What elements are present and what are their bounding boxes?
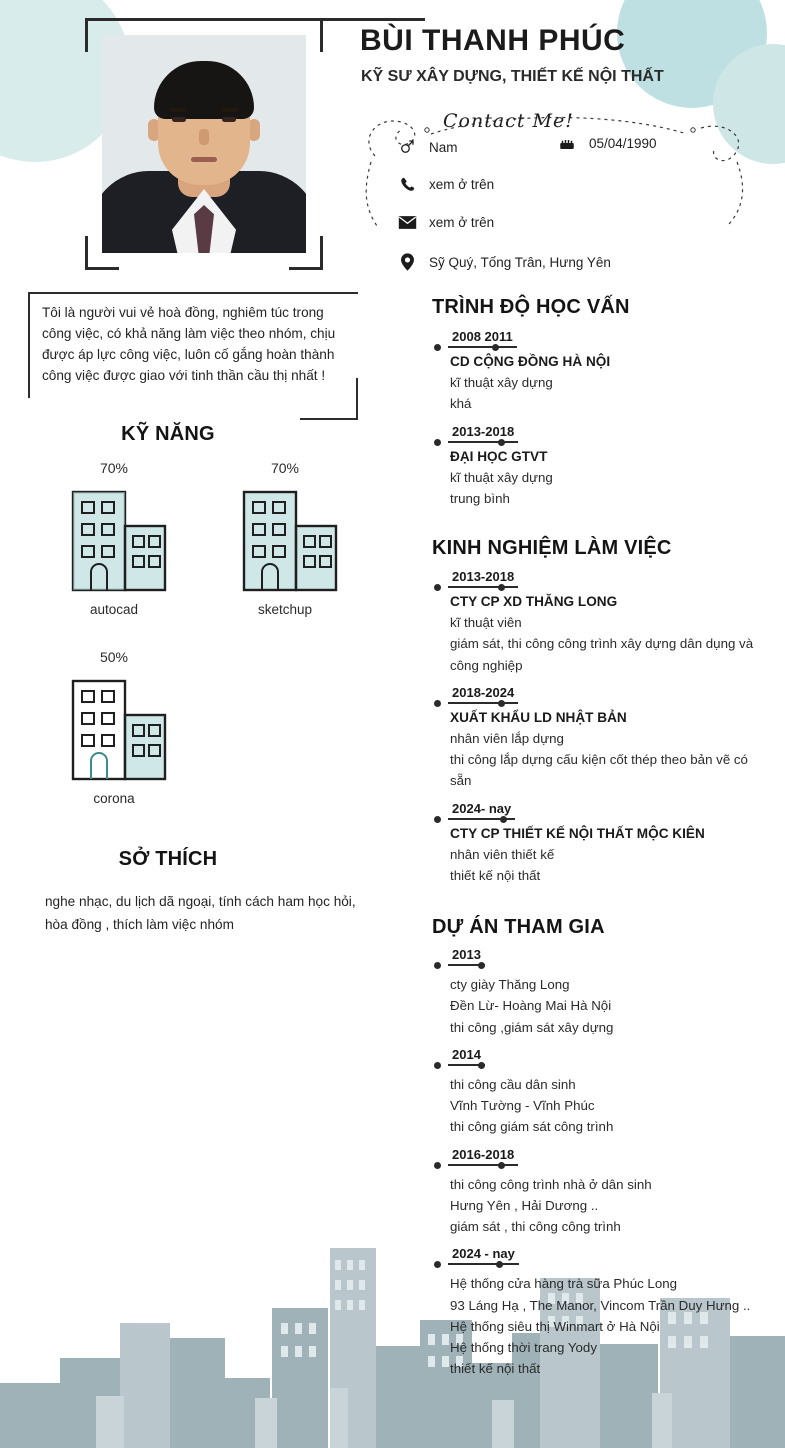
timeline-item (432, 1146, 772, 1238)
timeline-year: 2013-2018 (448, 569, 518, 588)
timeline-line: Hệ thống siêu thị Winmart ở Hà Nội (450, 1318, 660, 1334)
education-timeline (432, 328, 772, 509)
contact-value-phone: xem ở trên (429, 177, 495, 192)
timeline-item (432, 1046, 772, 1138)
timeline-year: 2013-2018 (448, 424, 518, 443)
timeline-line: kĩ thuật viên (450, 615, 522, 630)
phone-icon (395, 176, 419, 193)
skill-building-icon (55, 480, 173, 596)
timeline-item (432, 423, 772, 510)
envelope-icon (395, 215, 419, 230)
timeline-year: 2018-2024 (448, 685, 518, 704)
timeline-item (432, 800, 772, 887)
page-title: BÙI THANH PHÚC (360, 24, 626, 57)
timeline-org: CTY CP XD THĂNG LONG (450, 594, 618, 609)
timeline-year: 2016-2018 (448, 1147, 518, 1166)
timeline-line: khá (450, 396, 472, 412)
timeline-line: Hệ thống thời trang Yody (450, 1340, 597, 1356)
timeline-item (432, 946, 772, 1038)
skill-item-autocad (48, 460, 180, 617)
timeline-line: thi công lắp dựng cấu kiện cốt thép theo bản vẽ có sẵn (450, 752, 748, 789)
contact-row-birthday (555, 134, 657, 152)
contact-value-email: xem ở trên (429, 215, 495, 230)
skill-label: corona (93, 791, 135, 806)
timeline-item (432, 328, 772, 415)
job-title: KỸ SƯ XÂY DỰNG, THIẾT KẾ NỘI THẤT (361, 68, 664, 85)
timeline-line: thiết kế nội thất (450, 867, 541, 883)
skill-building-icon (226, 480, 344, 596)
section-heading-experience: KINH NGHIỆM LÀM VIỆC (432, 537, 672, 559)
timeline-line: Vĩnh Tường - Vĩnh Phúc (450, 1098, 595, 1114)
timeline-line: Hưng Yên , Hải Dương .. (450, 1197, 599, 1213)
timeline-line: thi công ,giám sát xây dựng (450, 1019, 614, 1035)
experience-timeline (432, 568, 772, 886)
timeline-org: ĐẠI HỌC GTVT (450, 448, 548, 464)
timeline-line: 93 Láng Hạ , The Manor, Vincom Trần Duy Hưng .. (450, 1297, 751, 1313)
contact-section (357, 104, 757, 279)
timeline-item (432, 684, 772, 792)
timeline-line: thi công công trình nhà ở dân sinh (450, 1176, 652, 1192)
timeline-line: kĩ thuật xây dựng (450, 469, 553, 485)
contact-value-gender: Nam (429, 139, 458, 155)
timeline-org: CD CỘNG ĐỒNG HÀ NỘI (450, 354, 611, 369)
timeline-line: giám sát , thi công công trình (450, 1219, 621, 1235)
timeline-year: 2024- nay (448, 801, 515, 820)
timeline-item (432, 1245, 772, 1379)
skill-label: sketchup (257, 602, 313, 617)
timeline-line: cty giày Thăng Long (450, 977, 570, 992)
timeline-org: XUẤT KHẨU LD NHẬT BẢN (450, 709, 627, 725)
section-heading-hobbies: SỞ THÍCH (118, 848, 218, 870)
contact-value-birthday: 05/04/1990 (589, 135, 657, 151)
timeline-line: nhân viên thiết kế (450, 846, 555, 862)
skill-building-icon (55, 669, 173, 785)
timeline-line: thi công cầu dân sinh (450, 1076, 576, 1092)
section-heading-education: TRÌNH ĐỘ HỌC VẤN (432, 296, 630, 318)
timeline-line: nhân viên lắp dựng (450, 730, 564, 746)
contact-heading: Contact Me! (443, 110, 574, 132)
projects-timeline (432, 946, 772, 1380)
skill-percent: 70% (270, 460, 300, 476)
timeline-year: 2014 (448, 1047, 485, 1066)
gender-icon (395, 138, 419, 156)
avatar (102, 35, 306, 253)
summary-text: Tôi là người vui vẻ hoà đồng, nghiêm túc trong công việc, có khả năng làm việc theo nhóm, chịu được áp lực công việc, luôn cố gắng hoàn thành công việc được giao với tinh thần cầu thị nhất ! (42, 305, 336, 384)
contact-row-gender (395, 138, 458, 156)
section-heading-skills: KỸ NĂNG (121, 423, 215, 445)
timeline-line: Hệ thống cửa hàng trà sữa Phúc Long (450, 1276, 678, 1292)
timeline-line: trung bình (450, 490, 510, 506)
hobbies-text: nghe nhạc, du lịch dã ngoại, tính cách ham học hỏi, hòa đồng , thích làm việc nhóm (45, 894, 356, 933)
timeline-year: 2008 2011 (448, 329, 517, 348)
timeline-line: kĩ thuật xây dựng (450, 375, 553, 390)
timeline-line: Đền Lừ- Hoàng Mai Hà Nội (450, 998, 612, 1014)
skill-label: autocad (89, 602, 139, 617)
skill-item-sketchup (219, 460, 351, 617)
timeline-item (432, 568, 772, 676)
timeline-org: CTY CP THIẾT KẾ NỘI THẤT MỘC KIÊN (450, 825, 705, 841)
timeline-line: giám sát, thi công công trình xây dựng dân dụng và công nghiệp (450, 636, 754, 673)
contact-value-address: Sỹ Quý, Tống Trân, Hưng Yên (429, 255, 611, 270)
timeline-line: thi công giám sát công trình (450, 1119, 614, 1135)
contact-row-phone[interactable] (395, 176, 494, 193)
birthday-cake-icon (555, 134, 579, 152)
location-pin-icon (395, 253, 419, 272)
timeline-line: thiết kế nội thất (450, 1361, 541, 1377)
timeline-year: 2013 (448, 947, 485, 966)
section-heading-projects: DỰ ÁN THAM GIA (432, 916, 605, 938)
contact-row-address (395, 253, 611, 272)
skill-percent: 70% (99, 460, 129, 476)
skill-percent: 50% (99, 649, 129, 665)
profile-photo-block (85, 18, 323, 270)
contact-row-email[interactable] (395, 215, 494, 230)
summary-corner-accent (300, 378, 358, 420)
timeline-year: 2024 - nay (448, 1246, 519, 1265)
skill-item-corona (48, 649, 180, 806)
